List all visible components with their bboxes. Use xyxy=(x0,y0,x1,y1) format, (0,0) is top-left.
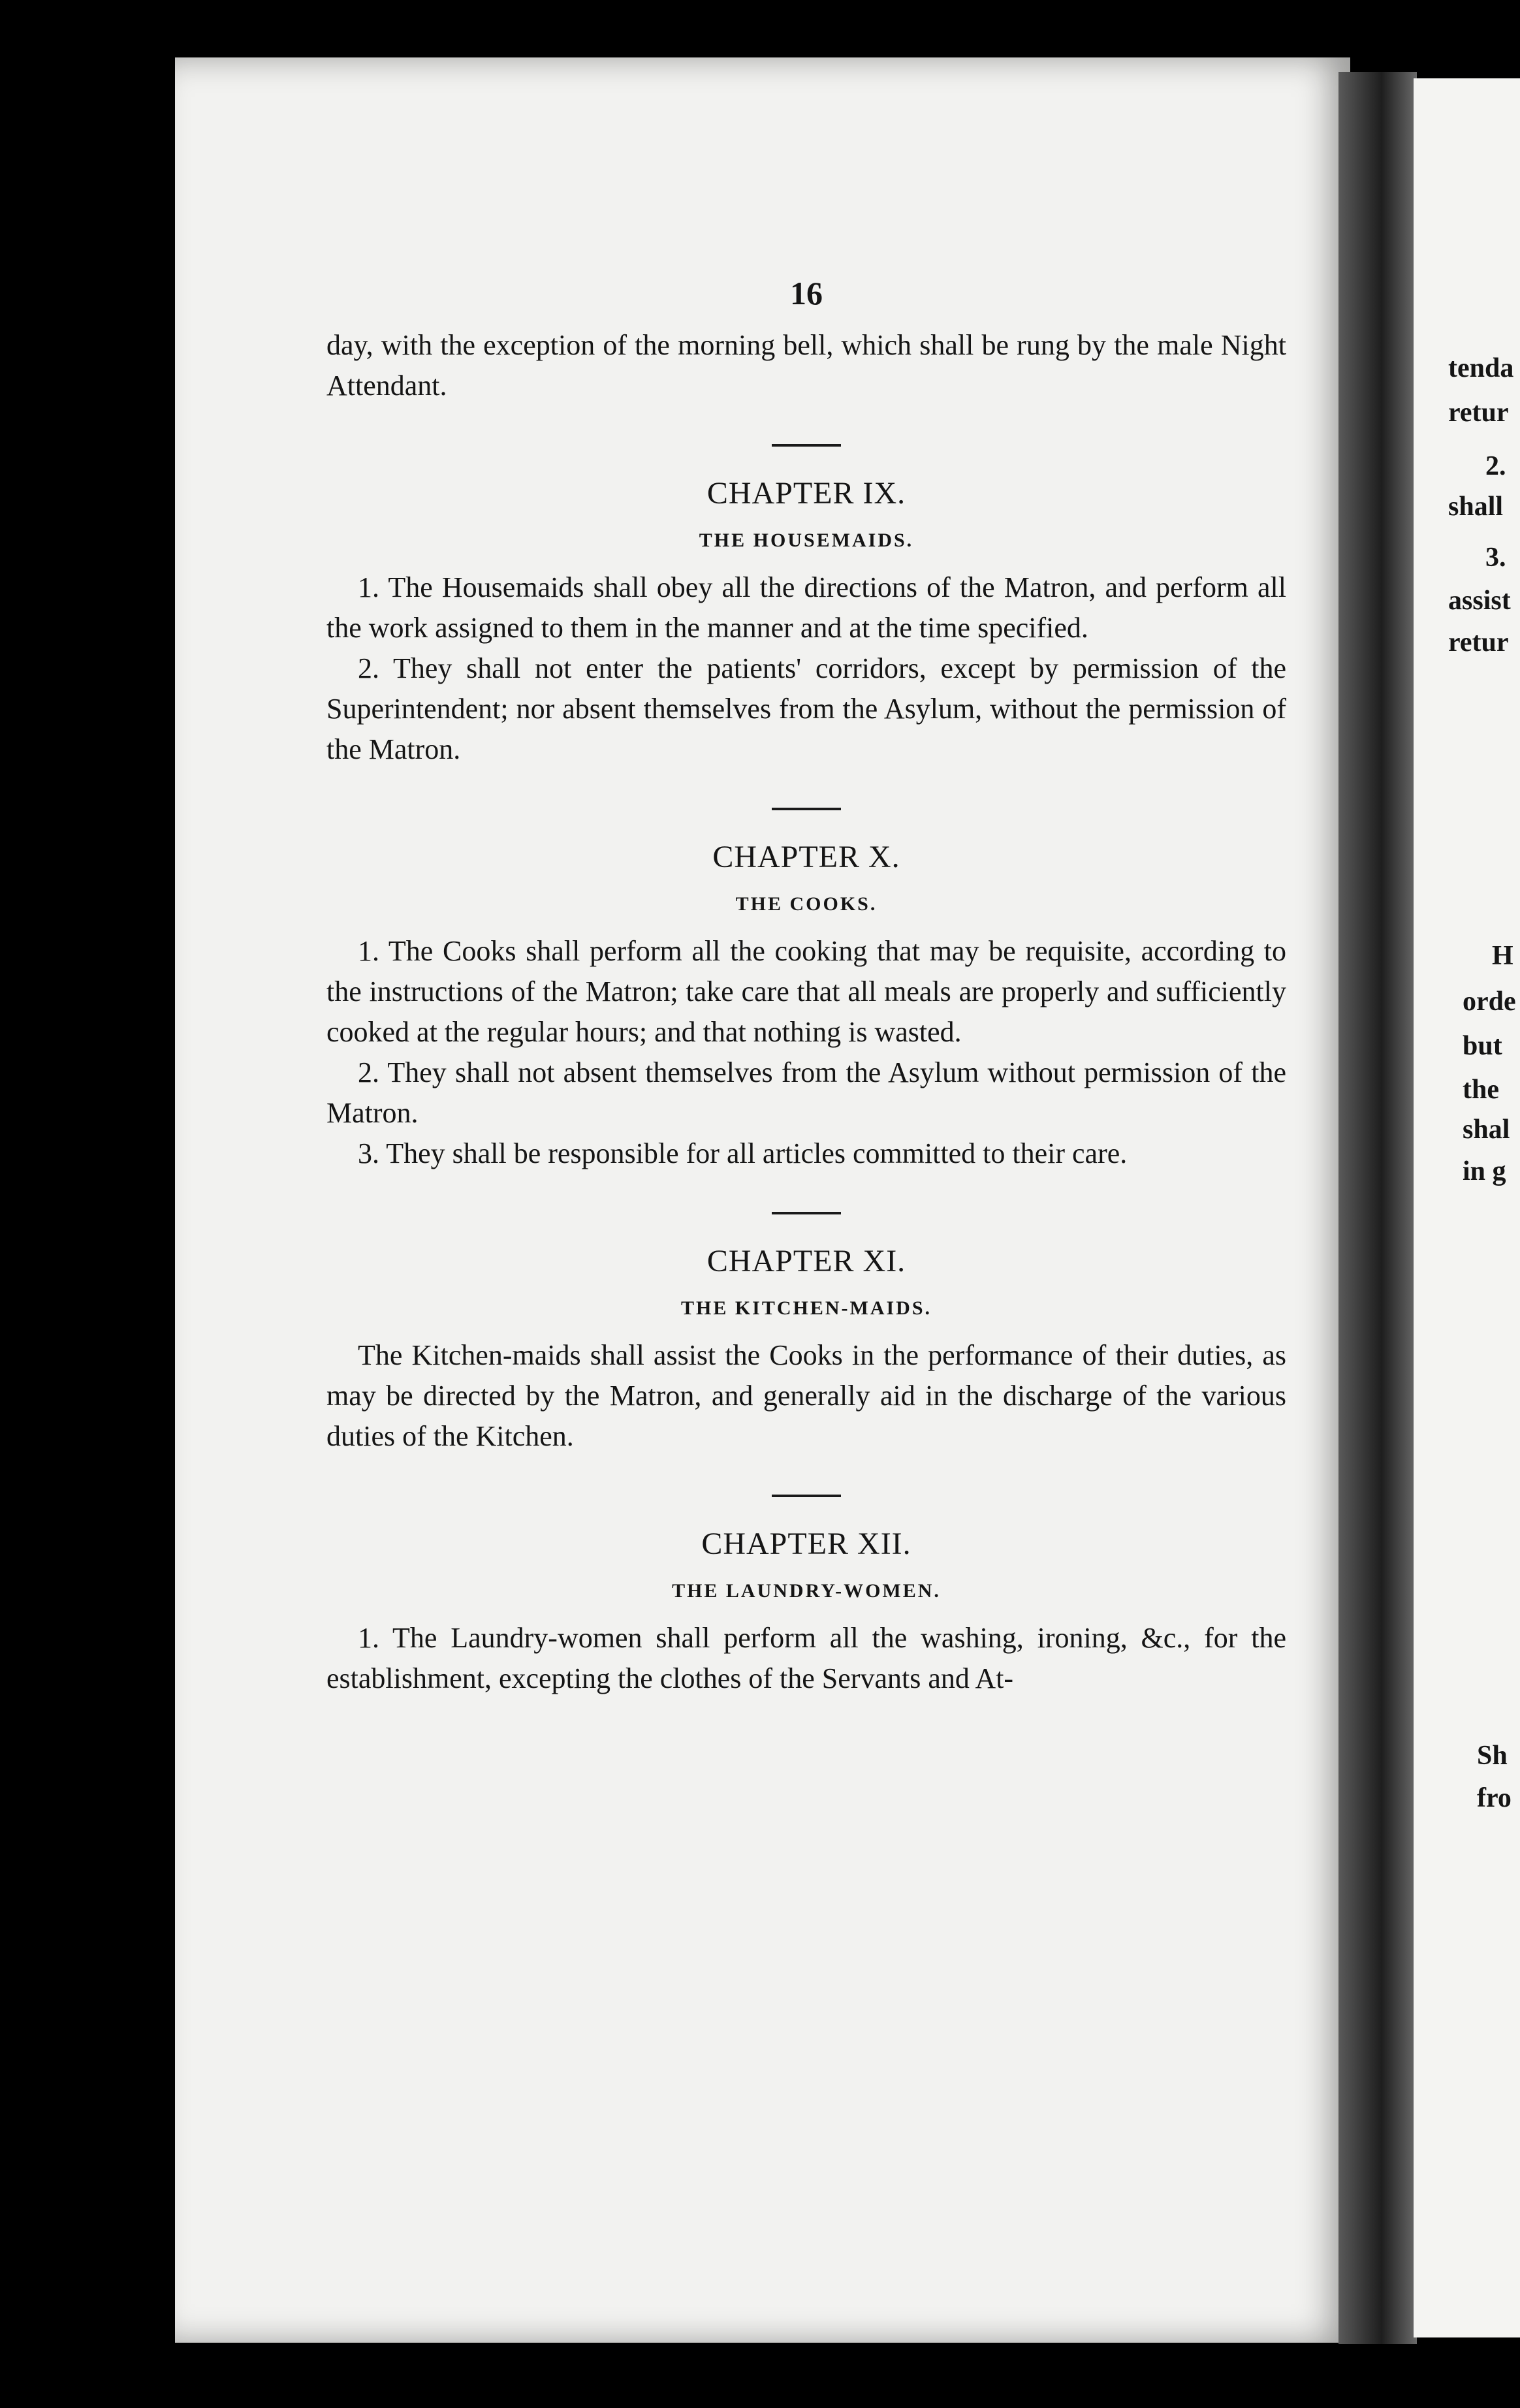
facing-page-fragment: 2. xyxy=(1485,451,1506,481)
chapter-heading: CHAPTER X. xyxy=(712,840,900,874)
chapter-heading: CHAPTER XI. xyxy=(706,1244,906,1278)
continuation-paragraph: day, with the exception of the morning bell, which shall be rung by the male Night Attendant. xyxy=(326,329,1286,402)
facing-page-fragment: assist xyxy=(1448,586,1511,616)
facing-page-fragment: shal xyxy=(1463,1115,1510,1145)
facing-page-fragment: orde xyxy=(1463,987,1516,1017)
facing-page-fragment: Sh xyxy=(1477,1741,1508,1771)
chapter-subheading: THE COOKS. xyxy=(735,893,878,915)
rule-paragraph: 2. They shall not absent themselves from the Asylum without permission of the Matron. xyxy=(326,1056,1286,1129)
facing-page-fragment: the xyxy=(1463,1075,1499,1105)
rule-paragraph: 1. The Housemaids shall obey all the directions of the Matron, and perform all the work assigned to them in the manner and at the time specified. xyxy=(326,571,1286,644)
chapter-heading: CHAPTER XII. xyxy=(701,1527,911,1561)
rule-paragraph: 2. They shall not enter the patients' corridors, except by permission of the Superintendent; nor absent themselves from the Asylum, without the permission of the Matron. xyxy=(326,652,1286,765)
section-divider xyxy=(772,1495,841,1497)
book-gutter xyxy=(1338,72,1417,2344)
page-number: 16 xyxy=(790,275,823,311)
facing-page-fragment: 3. xyxy=(1485,543,1506,573)
rule-paragraph: 1. The Cooks shall perform all the cooking that may be requisite, according to the instructions of the Matron; take care that all meals are properly and sufficiently cooked at the regular hours; and that nothing is wasted. xyxy=(326,935,1286,1048)
chapter-subheading: THE KITCHEN-MAIDS. xyxy=(680,1297,932,1319)
facing-page-fragment: but xyxy=(1463,1031,1502,1061)
rule-paragraph: The Kitchen-maids shall assist the Cooks in the performance of their duties, as may be directed by the Matron, and generally aid in the discharge of the various duties of the Kitchen. xyxy=(326,1339,1286,1452)
rule-paragraph: 3. They shall be responsible for all articles committed to their care. xyxy=(358,1137,1128,1169)
facing-page-fragment: fro xyxy=(1477,1783,1512,1813)
chapter-subheading: THE HOUSEMAIDS. xyxy=(699,530,914,551)
facing-page-fragment: tenda xyxy=(1448,353,1514,383)
facing-page-fragment: in g xyxy=(1463,1156,1506,1186)
facing-page-fragment: retur xyxy=(1448,398,1509,428)
section-divider xyxy=(772,444,841,447)
facing-page-fragment: retur xyxy=(1448,627,1509,657)
chapter-heading: CHAPTER IX. xyxy=(706,476,906,511)
section-divider xyxy=(772,808,841,810)
chapter-subheading: THE LAUNDRY-WOMEN. xyxy=(672,1580,941,1602)
page-text xyxy=(326,274,1286,1699)
section-divider xyxy=(772,1212,841,1214)
facing-page-fragment: H xyxy=(1492,941,1513,971)
rule-paragraph: 1. The Laundry-women shall perform all the washing, ironing, &c., for the establishment, excepting the clothes of the Servants and At- xyxy=(326,1622,1286,1694)
facing-page-fragment: shall xyxy=(1448,492,1504,522)
